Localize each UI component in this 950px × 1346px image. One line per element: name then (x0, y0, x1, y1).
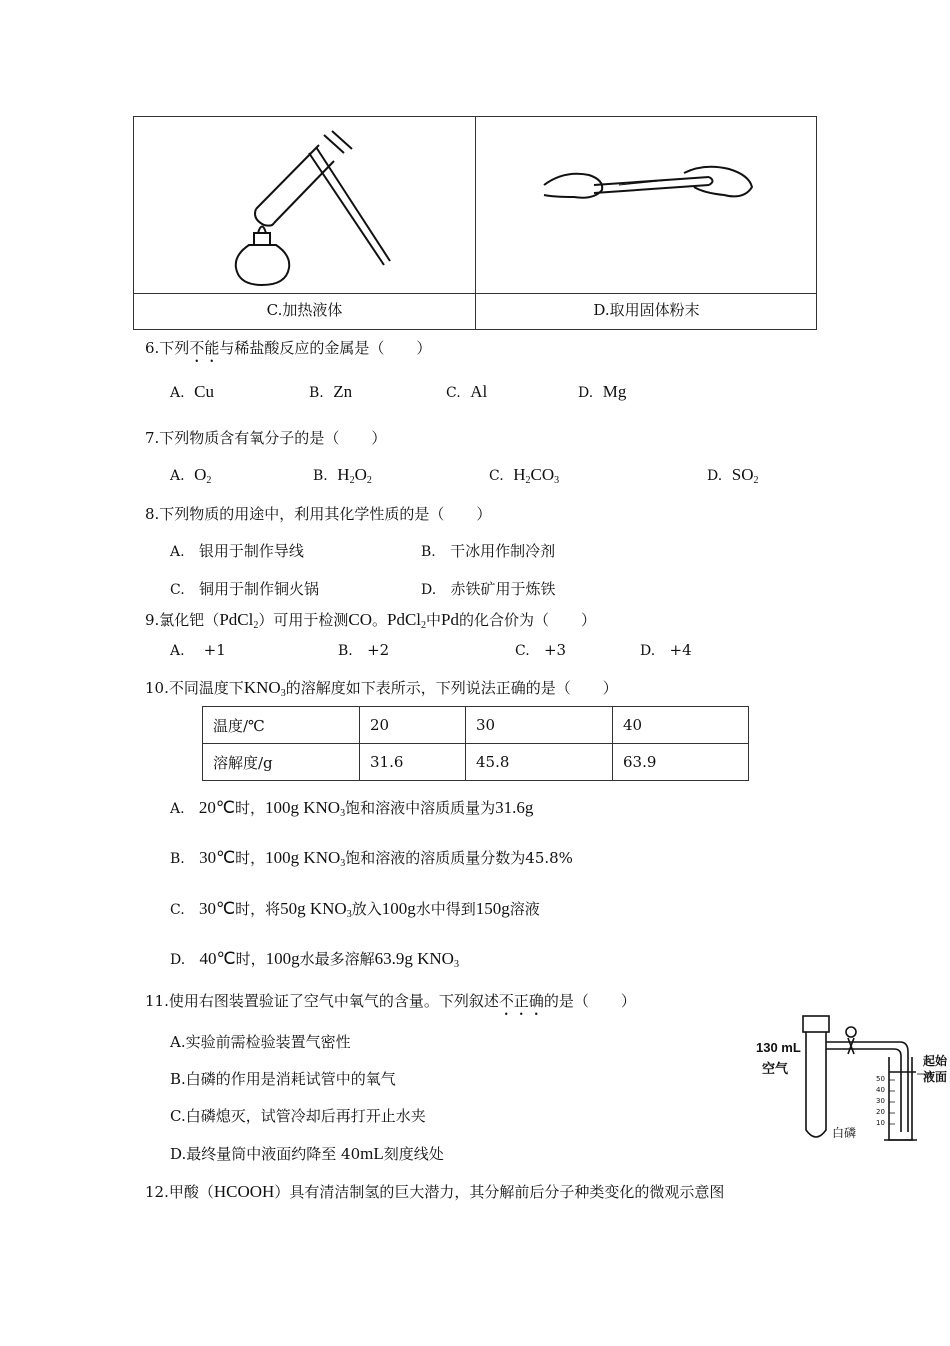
q9-option-c: C. +3 (515, 641, 567, 659)
table-divider (475, 117, 476, 329)
figure-table (133, 116, 817, 330)
scale-mark: 30 (876, 1097, 885, 1105)
label-air-volume: 130 mL (756, 1040, 801, 1055)
q7-option-a: A. $O_2$ (170, 465, 212, 486)
q6-option-b: B. Zn (309, 382, 353, 401)
label-air: 空气 (762, 1062, 789, 1077)
heating-liquid-illustration (214, 125, 414, 290)
q7-option-c: C. $H_2CO_3$ (489, 465, 560, 486)
table-cell: 31.6 (360, 744, 466, 781)
q8-option-c: C. 铜用于制作铜火锅 (170, 580, 319, 598)
table-cell: 30 (466, 707, 613, 744)
q12-stem: 12.甲酸（HCOOH）具有清洁制氢的巨大潜力，其分解前后分子种类变化的微观示意图 (145, 1182, 725, 1201)
table-header-cell: 溶解度/g (203, 744, 360, 781)
caption-c: C.加热液体 (266, 301, 343, 319)
q7-stem: 7.下列物质含有氧分子的是（ ） (145, 429, 387, 447)
solubility-table (202, 706, 749, 781)
q6-option-d: D. Mg (578, 382, 627, 401)
table-header-cell: 温度/℃ (203, 707, 360, 744)
q6-option-a: A. Cu (170, 382, 214, 401)
q9-stem: 9.氯化钯（PdCl$_2$）可用于检测CO。PdCl$_2$中Pd的化合价为（ ） (145, 610, 597, 631)
q8-option-a: A. 银用于制作导线 (170, 542, 304, 560)
q9-option-b: B. +2 (338, 641, 390, 659)
scale-mark: 10 (876, 1119, 885, 1127)
q9-option-d: D. +4 (640, 641, 692, 659)
q7-option-b: B. $H_2O_2$ (313, 465, 372, 486)
q10-stem: 10.不同温度下$KNO_3$的溶解度如下表所示，下列说法正确的是（ ） (145, 678, 618, 699)
q10-option-c: C. 30℃时，将50g $KNO_3$放入100g水中得到150g溶液 (170, 899, 540, 920)
table-cell: 63.9 (613, 744, 749, 781)
taking-powder-illustration (534, 155, 764, 225)
apparatus-figure (752, 1012, 950, 1147)
table-cell: 40 (613, 707, 749, 744)
q11-option-d: D.最终量筒中液面约降至 40mL刻度线处 (170, 1144, 444, 1163)
q9-option-a: A. +1 (170, 641, 226, 659)
q10-option-d: D. 40℃时，100g水最多溶解63.9g $KNO_3$ (170, 949, 459, 970)
q8-option-b: B. 干冰用作制冷剂 (421, 542, 556, 560)
caption-d: D.取用固体粉末 (593, 301, 700, 319)
q10-option-a: A. 20℃时，100g $KNO_3$饱和溶液中溶质质量为31.6g (170, 798, 534, 819)
scale-mark: 50 (876, 1075, 885, 1083)
q8-option-d: D. 赤铁矿用于炼铁 (421, 580, 556, 598)
q6-stem: 6.下列不能与稀盐酸反应的金属是（ ） (145, 339, 432, 357)
q11-option-a: A.实验前需检验装置气密性 (170, 1033, 351, 1051)
table-cell: 45.8 (466, 744, 613, 781)
scale-mark: 40 (876, 1086, 885, 1094)
table-row (203, 707, 749, 744)
scale-mark: 20 (876, 1108, 885, 1116)
q11-option-b: B.白磷的作用是消耗试管中的氧气 (170, 1070, 396, 1088)
table-row (203, 744, 749, 781)
table-cell: 20 (360, 707, 466, 744)
table-divider (134, 293, 816, 294)
q8-stem: 8.下列物质的用途中，利用其化学性质的是（ ） (145, 505, 492, 523)
label-start: 起始 (923, 1054, 948, 1068)
q7-option-d: D. $SO_2$ (707, 465, 759, 486)
q10-option-b: B. 30℃时，100g $KNO_3$饱和溶液的溶质质量分数为45.8% (170, 848, 573, 869)
q11-option-c: C.白磷熄灭，试管冷却后再打开止水夹 (170, 1107, 426, 1125)
label-white-phosphorus: 白磷 (832, 1126, 857, 1140)
q11-stem: 11.使用右图装置验证了空气中氧气的含量。下列叙述不正确的是（ ） (145, 992, 636, 1010)
q6-option-c: C. Al (446, 382, 488, 401)
label-liquid-level: 液面 (923, 1070, 948, 1084)
